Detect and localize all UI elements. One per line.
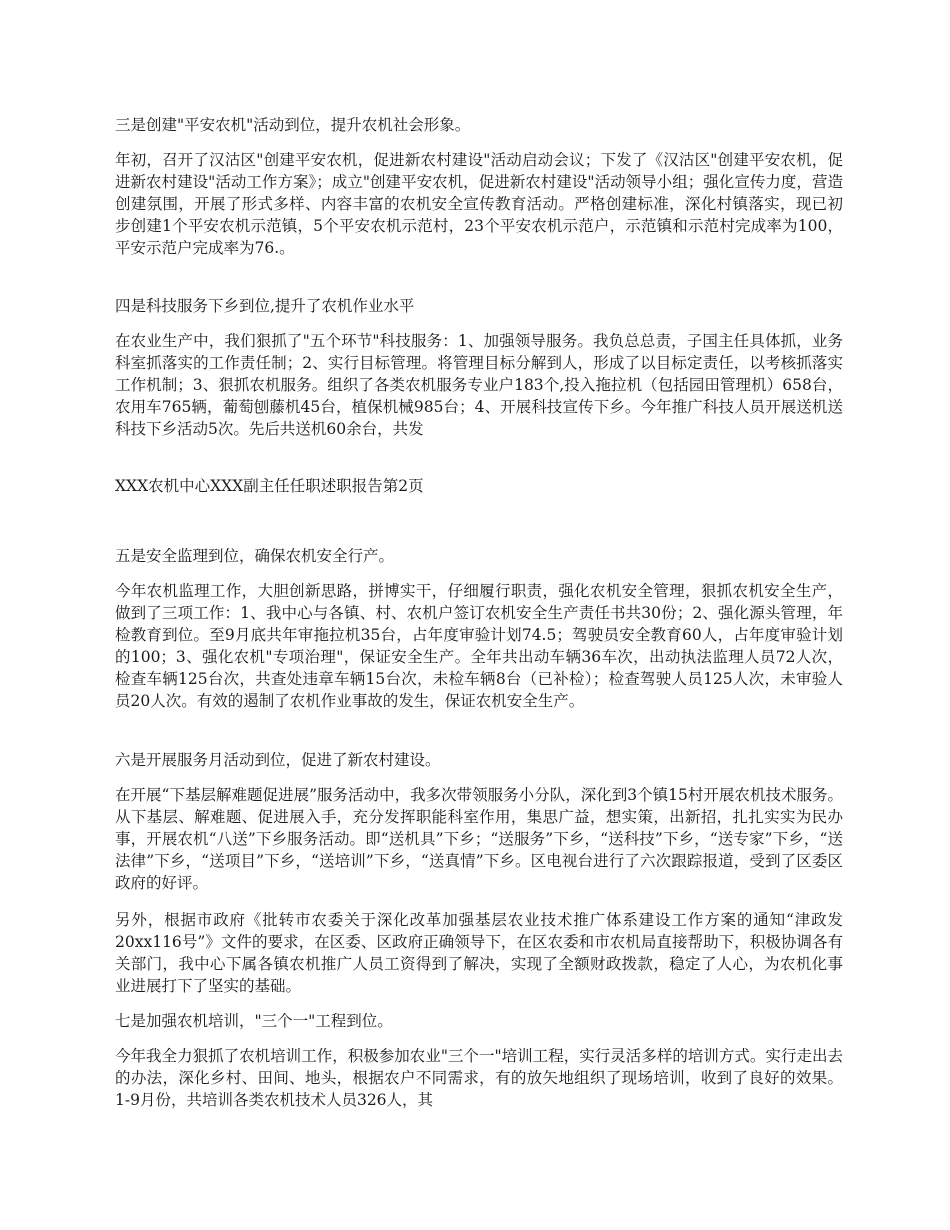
paragraph-tech-service: 在农业生产中，我们狠抓了"五个环节"科技服务：1、加强领导服务。我负总总责，子国主任具体抓，业务科室抓落实的工作责任制；2、实行目标管理。将管理目标分解到人，形成了以目标定责任，以考核抓落实工作机制；3、狠抓农机服务。组织了各类农机服务专业户183个,投入拖拉机（包括园田管理机）658台，农用车765辆，葡萄刨藤机45台，植保机械985台；4、开展科技宣传下乡。今年推广科技人员开展送机送科技下乡活动5次。先后共送机60余台，共发 [115,332,843,438]
section-heading-5: 五是安全监理到位，确保农机安全行产。 [115,547,395,565]
paragraph-safe-agri-machinery: 年初，召开了汉沽区"创建平安农机，促进新农村建设"活动启动会议；下发了《汉沽区"创建平安农机，促进新农村建设"活动工作方案》；成立"创建平安农机，促进新农村建设"活动领导小组；强化宣传力度，营造创建氛围，开展了形式多样、内容丰富的农机安全宣传教育活动。严格创建标准，深化村镇落实，现已初步创建1个平安农机示范镇，5个平安农机示范村，23个平安农机示范户，示范镇和示范村完成率为100，平安示范户完成率为76.。 [115,151,843,257]
section-heading-7: 七是加强农机培训，"三个一"工程到位。 [115,1012,393,1030]
paragraph-training: 今年我全力狠抓了农机培训工作，积极参加农业"三个一"培训工程，实行灵活多样的培训方式。实行走出去的办法，深化乡村、田间、地头，根据农户不同需求，有的放矢地组织了现场培训，收到了良好的效果。1-9月份，共培训各类农机技术人员326人，其 [115,1047,843,1109]
section-heading-6: 六是开展服务月活动到位，促进了新农村建设。 [115,751,441,769]
section-heading-3: 三是创建"平安农机"活动到位，提升农机社会形象。 [115,116,471,134]
paragraph-safety-supervision: 今年农机监理工作，大胆创新思路，拼博实干，仔细履行职责，强化农机安全管理，狠抓农机安全生产，做到了三项工作：1、我中心与各镇、村、农机户签订农机安全生产责任书共30份；2、强化源头管理，年检教育到位。至9月底共年审拖拉机35台，占年度审验计划74.5；驾驶员安全教育60人，占年度审验计划的100；3、强化农机"专项治理"，保证安全生产。全年共出动车辆36车次，出动执法监理人员72人次，检查车辆125台次，共查处违章车辆15台次，未检车辆8台（已补检）；检查驾驶人员125人次，未审验人员20人次。有效的遏制了农机作业事故的发生，保证农机安全生产。 [115,582,843,710]
section-heading-4: 四是科技服务下乡到位,提升了农机作业水平 [115,297,415,315]
page-footer: XXX农机中心XXX副主任任职述职报告第2页 [115,477,424,495]
paragraph-funding: 另外，根据市政府《批转市农委关于深化改革加强基层农业技术推广体系建设工作方案的通知“津政发20xx116号”》文件的要求，在区委、区政府正确领导下，在区农委和市农机局直接帮助下，积极协调各有关部门，我中心下属各镇农机推广人员工资得到了解决，实现了全额财政拨款，稳定了人心，为农机化事业进展打下了坚实的基础。 [115,911,843,995]
paragraph-service-month: 在开展“下基层解难题促进展”服务活动中，我多次带领服务小分队，深化到3个镇15村开展农机技术服务。从下基层、解难题、促进展入手，充分发挥职能科室作用，集思广益，想实策，出新招，扎扎实实为民办事，开展农机“八送”下乡服务活动。即“送机具”下乡；“送服务”下乡，“送科技”下乡，“送专家”下乡，“送法律”下乡，“送项目”下乡，“送培训”下乡，“送真情”下乡。区电视台进行了六次跟踪报道，受到了区委区政府的好评。 [115,786,843,892]
